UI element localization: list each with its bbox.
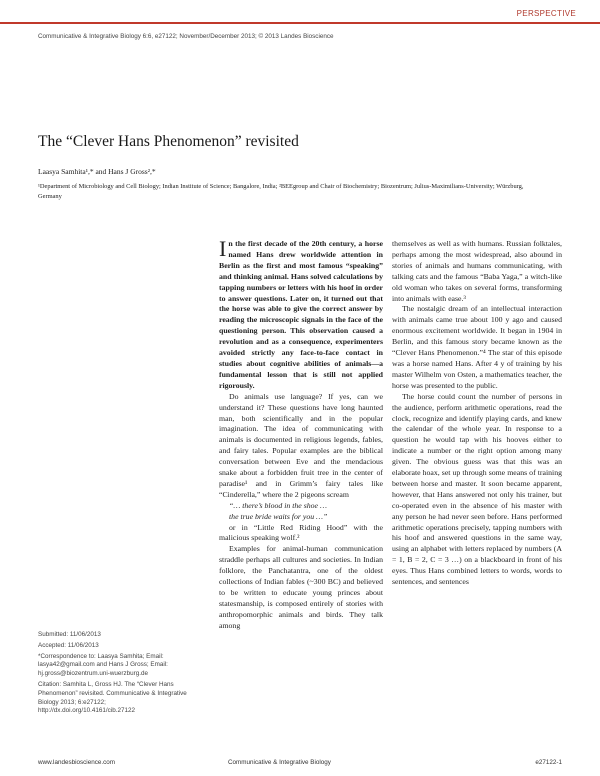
footer-page-number: e27122-1 (535, 759, 562, 766)
footer-website[interactable]: www.landesbioscience.com (38, 759, 115, 766)
article-info-sidebar (38, 631, 188, 718)
body-column-left (219, 236, 383, 632)
body-column-right (392, 239, 562, 588)
accepted-date: Accepted: 11/06/2013 (38, 641, 99, 649)
paragraph: or in “Little Red Riding Hood” with the malicious speaking wolf.² (219, 522, 383, 543)
citation: Citation: Samhita L, Gross HJ. The “Clever Hans Phenomenon” revisited. Communicative & Integrative Biology 2013; 6:e27122; http://dx.doi.org/10.4161/cib.27122 (38, 680, 187, 715)
abstract (219, 236, 383, 392)
section-label: PERSPECTIVE (516, 9, 576, 18)
submitted-date: Submitted: 11/06/2013 (38, 631, 101, 638)
footer-journal: Communicative & Integrative Biology (228, 759, 331, 766)
paragraph: Do animals use language? If yes, can we understand it? These questions have long haunted man, both scientifically and in the popular imagination. The idea of communicating with animals is documented in religious legends, fables, and fairy tales. Popular examples are the biblical conversation between Eve and the mendacious snake about a forbidden fruit tree in the center of paradise¹ and in Grimm’s fairy tales like “Cinderella,” where the 2 pigeons scream (219, 391, 383, 499)
author-list: Laasya Samhita¹,* and Hans J Gross²,* (38, 167, 156, 176)
paragraph: The nostalgic dream of an intellectual interaction with animals came true about 100 y ago and caused enormous excitement worldwide. It began in 1904 in Berlin, and this famous story became known as the “Clever Hans Phenomenon.”⁴ The star of this episode was a horse named Hans. After 4 y of training by his master Wilhelm von Osten, a mathematics teacher, the horse was presented to the public. (392, 304, 562, 390)
correspondence: *Correspondence to: Laasya Samhita; Email: lasya42@gmail.com and Hans J Gross; Email: hj.gross@biozentrum.uni-wuerzburg.de (38, 652, 168, 678)
quote-line: “… there’s blood in the shoe … (229, 500, 327, 510)
paragraph: The horse could count the number of persons in the audience, perform arithmetic operations, read the clock, recognize and identify playing cards, and knew the calendar of the whole year. In response to a question he would tap with his hooves either to indicate a number or the right option among many given. The obvious guess was that this was an elaborate hoax, set up through some means of training between horse and master. It soon became apparent, however, that Hans answered not only his trainer, but co-operated even in the absence of his master with any person he had never seen before. Hans performed arithmetic operations precisely, tapping numbers with his hoof and answered questions in the same way, using an alphabet with letters replaced by numbers (A = 1, B = 2, C = 3 …) on a blackboard in front of his eyes. Thus Hans combined letters to words, words to sentences, and sentences (392, 391, 562, 587)
accent-rule (0, 22, 600, 24)
paragraph: Examples for animal-human communication straddle perhaps all cultures and societies. In Indian folklore, the Panchatantra, one of the oldest collections of Indian fables (~300 BC) and believed to be written to educate young princes about statesmanship, is composed entirely of stories with anthropomorphic animals and birds. They talk among (219, 544, 383, 630)
quote-line: the true bride waits for you …” (229, 511, 328, 521)
abstract-text: n the first decade of the 20th century, a horse named Hans drew worldwide attention in Berlin as the first and most famous “speaking” and thinking animal. Hans solved calculations by tapping numbers or letters with his hoof in order to answer questions. Later on, it turned out that the horse was able to give the correct answer by reading the microscopic signals in the face of the questioning person. This observation caused a revolution and as a consequence, experimenters avoided strictly any face-to-face contact in studies about cognitive abilities of animals—a fundamental lesson that is still not applied rigorously. (219, 239, 383, 390)
top-bar (0, 0, 600, 26)
affiliations: ¹Department of Microbiology and Cell Biology; Indian Institute of Science; Bangalore, India; ²BEEgroup and Chair of Biochemistry; Biozentrum; Julius-Maximilians-University; Würzburg, Germany (38, 183, 524, 200)
journal-citation-line: Communicative & Integrative Biology 6:6, e27122; November/December 2013; © 2013 Landes Bioscience (38, 33, 334, 40)
article-title: The “Clever Hans Phenomenon” revisited (38, 133, 299, 150)
drop-cap: I (219, 236, 227, 261)
paragraph: themselves as well as with humans. Russian folktales, perhaps among the most widespread, also abound in stories of animals and humans communicating, with talking cats and the famous “Baba Yaga,” a witch-like old woman who takes on several forms, transforming into animals with ease.³ (392, 239, 562, 303)
